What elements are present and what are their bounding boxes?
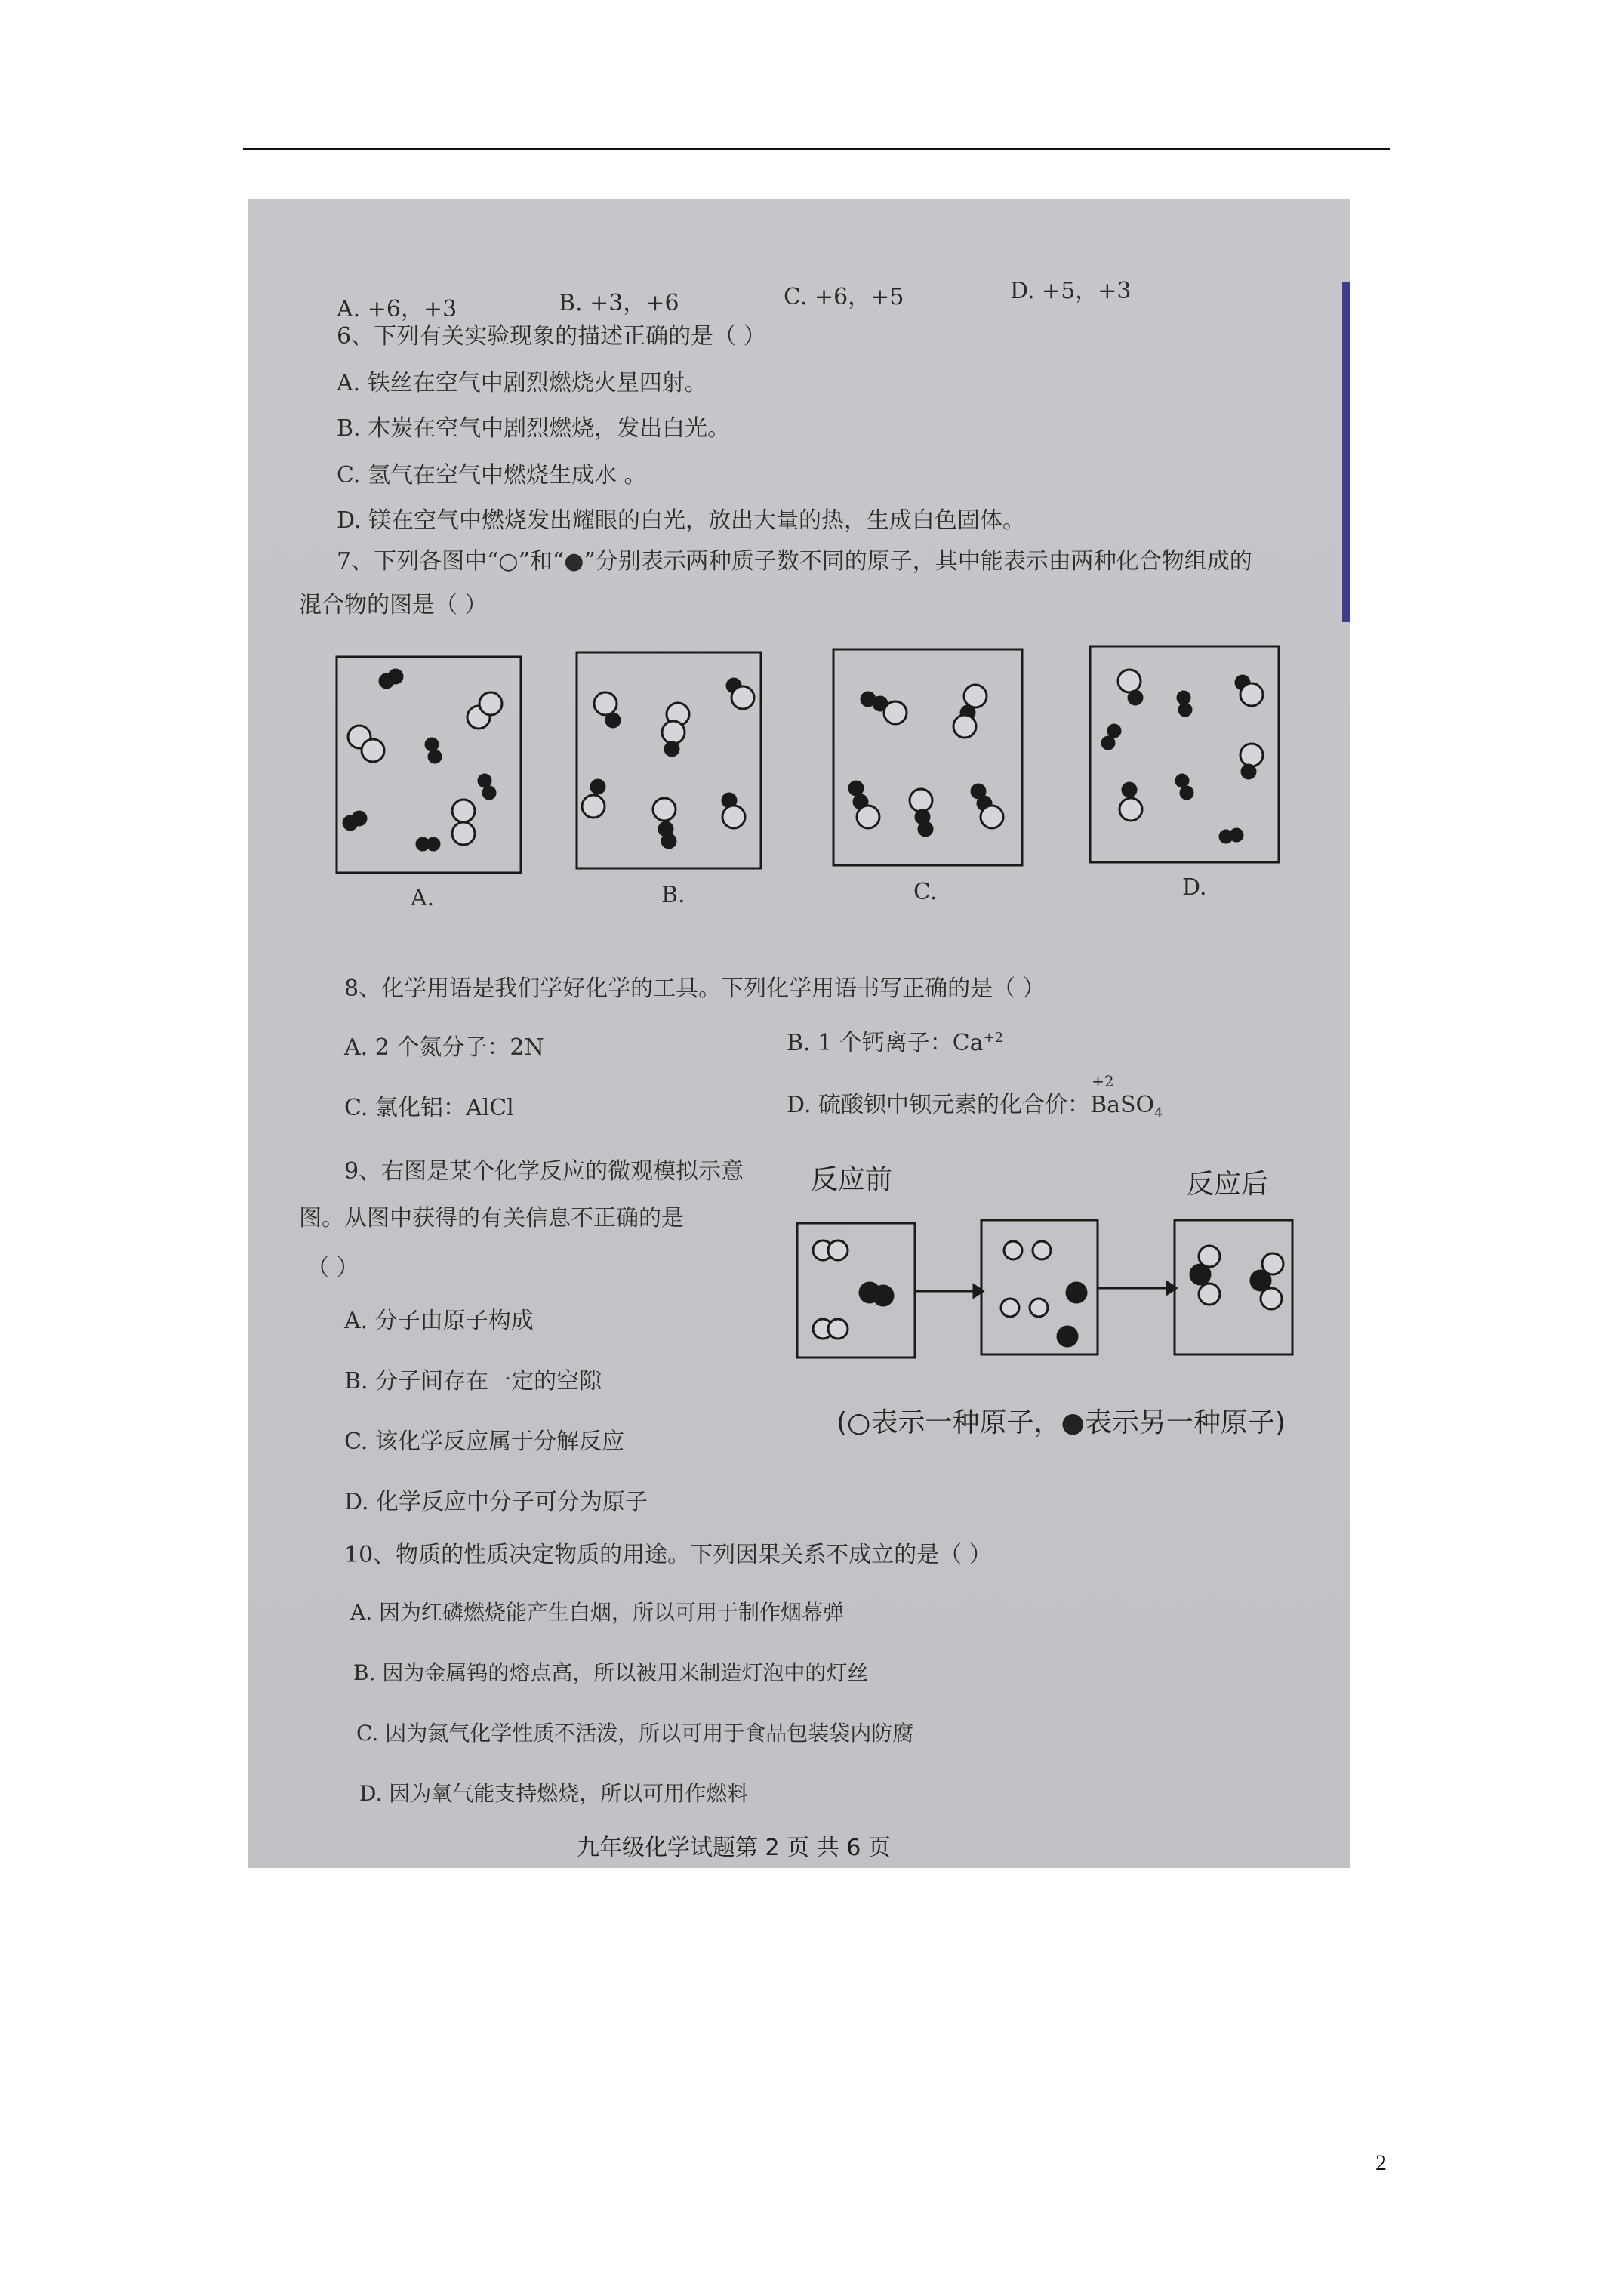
exam-footer: 九年级化学试题第 2 页 共 6 页 bbox=[577, 1835, 891, 1861]
q8-option-c: C. 氯化铝：AlCl bbox=[344, 1095, 514, 1121]
reaction-legend: (○表示一种原子，●表示另一种原子) bbox=[836, 1407, 1286, 1438]
q9-option-d: D. 化学反应中分子可分为原子 bbox=[344, 1489, 648, 1515]
q8-option-a: A. 2 个氮分子：2N bbox=[344, 1034, 544, 1061]
q10-option-a: A. 因为红磷燃烧能产生白烟，所以可用于制作烟幕弹 bbox=[350, 1600, 845, 1625]
q9-stem-line3: （ ） bbox=[306, 1255, 359, 1281]
q8-option-b-text: B. 1 个钙离子：Ca bbox=[787, 1030, 984, 1056]
q9-stem-line1: 9、右图是某个化学反应的微观模拟示意 bbox=[344, 1158, 744, 1185]
q5-option-c: C. +6，+5 bbox=[784, 284, 904, 310]
q6-option-a: A. 铁丝在空气中剧烈燃烧火星四射。 bbox=[337, 370, 707, 396]
q6-option-c: C. 氢气在空气中燃烧生成水 。 bbox=[337, 462, 647, 488]
exam-photo bbox=[248, 199, 1350, 1868]
q7-stem-line1: 7、下列各图中“○”和“●”分别表示两种质子数不同的原子，其中能表示由两种化合物组成的 bbox=[337, 548, 1252, 575]
reaction-after-label: 反应后 bbox=[1187, 1169, 1269, 1200]
q7-panel-b-label: B. bbox=[661, 882, 685, 908]
q5-option-d: D. +5，+3 bbox=[1010, 278, 1132, 304]
q7-stem-line2: 混合物的图是（ ） bbox=[299, 592, 488, 618]
q10-option-d: D. 因为氧气能支持燃烧，所以可用作燃料 bbox=[359, 1781, 749, 1806]
q8-option-d-sup: +2 bbox=[1092, 1072, 1114, 1090]
q5-option-a: A. +6，+3 bbox=[337, 296, 457, 322]
q10-option-b: B. 因为金属钨的熔点高，所以被用来制造灯泡中的灯丝 bbox=[353, 1660, 869, 1685]
page-number: 2 bbox=[1375, 2150, 1387, 2175]
reaction-after-frame bbox=[1175, 1220, 1292, 1354]
q7-panel-a-label: A. bbox=[411, 885, 435, 911]
q8-option-b-sup: +2 bbox=[983, 1030, 1004, 1046]
reaction-arrows bbox=[915, 1282, 1176, 1297]
q10-stem: 10、物质的性质决定物质的用途。下列因果关系不成立的是（ ） bbox=[344, 1542, 992, 1568]
q7-panel-b-molecules bbox=[582, 679, 754, 848]
diagrams-svg bbox=[248, 199, 1350, 1868]
header-rule bbox=[243, 148, 1390, 150]
q9-stem-line2: 图。从图中获得的有关信息不正确的是 bbox=[299, 1205, 684, 1231]
q7-panel-a-molecules bbox=[343, 670, 502, 850]
q8-option-d-sub: 4 bbox=[1154, 1105, 1163, 1121]
q7-panel-c-label: C. bbox=[913, 879, 938, 905]
q7-panel-c-molecules bbox=[849, 685, 1003, 836]
q9-option-b: B. 分子间存在一定的空隙 bbox=[344, 1368, 602, 1395]
q5-option-b: B. +3，+6 bbox=[559, 290, 679, 316]
q7-panel-d-molecules bbox=[1102, 670, 1263, 843]
q8-option-d-text: D. 硫酸钡中钡元素的化合价： bbox=[787, 1092, 1091, 1118]
q7-panel-d-label: D. bbox=[1182, 874, 1207, 901]
q8-option-d-formula: BaSO bbox=[1090, 1092, 1155, 1118]
q9-option-a: A. 分子由原子构成 bbox=[344, 1308, 534, 1334]
reaction-before-label: 反应前 bbox=[811, 1164, 893, 1195]
q6-option-b: B. 木炭在空气中剧烈燃烧，发出白光。 bbox=[337, 415, 731, 442]
q9-option-c: C. 该化学反应属于分解反应 bbox=[344, 1428, 624, 1455]
q10-option-c: C. 因为氮气化学性质不活泼，所以可用于食品包装袋内防腐 bbox=[356, 1721, 914, 1746]
q8-stem: 8、化学用语是我们学好化学的工具。下列化学用语书写正确的是（ ） bbox=[344, 975, 1046, 1002]
q6-stem: 6、下列有关实验现象的描述正确的是（ ） bbox=[337, 323, 766, 350]
reaction-molecules bbox=[813, 1240, 1283, 1346]
q6-option-d: D. 镁在空气中燃烧发出耀眼的白光，放出大量的热，生成白色固体。 bbox=[337, 507, 1026, 534]
